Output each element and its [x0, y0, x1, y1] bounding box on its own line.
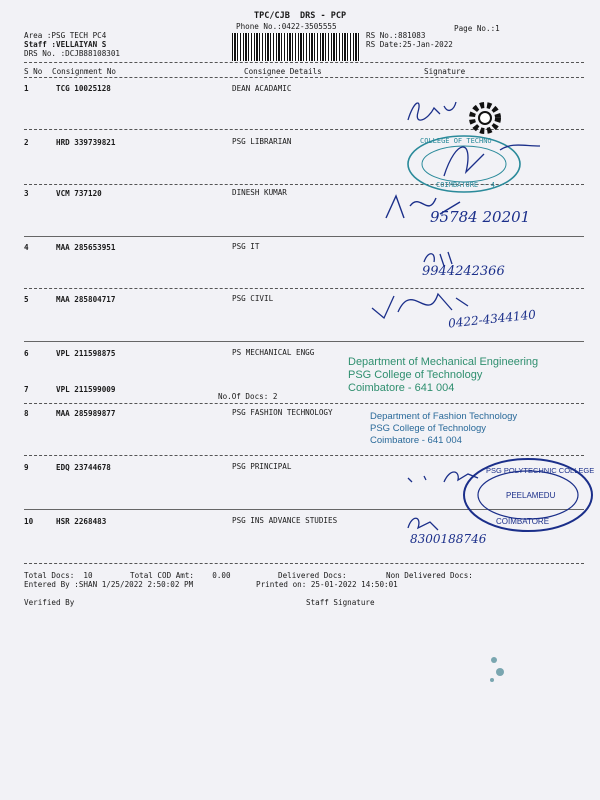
table-end-divider [24, 563, 584, 564]
row-consignment: EDQ 23744678 [56, 463, 111, 472]
staff-signature: Staff Signature [306, 598, 375, 607]
fashion-stamp-line1: Department of Fashion Technology [370, 411, 518, 422]
barcode [232, 33, 360, 61]
handwritten-phone-row3: 95784 20201 [430, 208, 531, 226]
verified-by: Verified By [24, 598, 75, 607]
row-sno: 3 [24, 189, 29, 198]
rs-date: RS Date:25-Jan-2022 [366, 40, 453, 49]
non-delivered-docs: Non Delivered Docs: [386, 571, 473, 580]
fashion-stamp-line2: PSG College of Technology [370, 423, 487, 434]
total-cod: Total COD Amt: 0.00 [130, 571, 231, 580]
row-sno: 8 [24, 409, 29, 418]
row-sno: 4 [24, 243, 29, 252]
row-sno: 2 [24, 138, 29, 147]
row-consignee: PSG INS ADVANCE STUDIES [232, 516, 338, 525]
row-consignment: MAA 285653951 [56, 243, 116, 252]
header-divider [24, 62, 584, 63]
col-sno: S No [24, 67, 43, 76]
row-divider [24, 403, 584, 404]
row-consignment: HRD 339739821 [56, 138, 116, 147]
row-sno: 7 [24, 385, 29, 394]
row-consignee: PSG PRINCIPAL [232, 462, 292, 471]
total-docs: Total Docs: 10 [24, 571, 93, 580]
fashion-stamp-line3: Coimbatore - 641 004 [370, 435, 462, 446]
row-consignee: PSG CIVIL [232, 294, 274, 303]
col-signature: Signature [424, 67, 466, 76]
row-consignment: MAA 285804717 [56, 295, 116, 304]
area: Area :PSG TECH PC4 [24, 31, 107, 40]
row-sno: 5 [24, 295, 29, 304]
row-consignment: HSR 2268483 [56, 517, 107, 526]
col-consignment: Consignment No [52, 67, 117, 76]
page-number: Page No.:1 [454, 24, 500, 33]
col-consignee: Consignee Details [244, 67, 322, 76]
row-consignee: PSG FASHION TECHNOLOGY [232, 408, 333, 417]
drs-number: DRS No. :DCJB88108301 [24, 49, 121, 58]
mech-stamp-line3: Coimbatore - 641 004 [348, 382, 455, 394]
row-consignee: DEAN ACADAMIC [232, 84, 292, 93]
row-consignment: MAA 285989877 [56, 409, 116, 418]
handwritten-phone-row4: 9944242366 [422, 264, 505, 279]
row-consignment: VPL 211599009 [56, 385, 116, 394]
row-divider [24, 236, 584, 237]
ink-smudge [482, 650, 512, 690]
signature-row9 [404, 464, 494, 488]
row-consignment: VCM 737120 [56, 189, 102, 198]
row-consignment: TCG 10025128 [56, 84, 111, 93]
row-consignee: No.Of Docs: 2 [218, 392, 278, 401]
row-consignee: PSG IT [232, 242, 260, 251]
entered-by: Entered By :SHAN 1/25/2022 2:50:02 PM [24, 580, 194, 589]
row-sno: 9 [24, 463, 29, 472]
row-consignment: VPL 211598875 [56, 349, 116, 358]
row-sno: 1 [24, 84, 29, 93]
mech-stamp-line2: PSG College of Technology [348, 369, 483, 381]
row-sno: 10 [24, 517, 34, 526]
poly-seal-top-text: PSG POLYTECHNIC COLLEGE [486, 466, 595, 475]
printed-on: Printed on: 25-01-2022 14:50:01 [256, 580, 398, 589]
rs-number: RS No.:881083 [366, 31, 426, 40]
handwritten-phone-row10: 8300188746 [410, 532, 487, 546]
row-consignee: PSG LIBRARIAN [232, 137, 292, 146]
phone-number: Phone No.:0422-3505555 [236, 22, 337, 31]
row-consignee: PS MECHANICAL ENGG [232, 348, 315, 357]
delivered-docs: Delivered Docs: [278, 571, 347, 580]
library-seal-top-text: COLLEGE OF TECHNO [420, 137, 492, 145]
staff: Staff :VELLAIYAN S [24, 40, 107, 49]
row-sno: 6 [24, 349, 29, 358]
row-divider [24, 341, 584, 342]
handwritten-phone-row5: 0422-4344140 [447, 307, 537, 331]
poly-seal-bottom-text: COIMBATORE [496, 517, 550, 526]
library-seal-bottom-text: COIMBATORE - 4 [436, 181, 496, 189]
row-consignee: DINESH KUMAR [232, 188, 287, 197]
columns-divider [24, 77, 584, 78]
document-title: TPC/CJB DRS - PCP [254, 11, 347, 21]
row-divider [24, 288, 584, 289]
poly-seal-middle-text: PEELAMEDU [506, 491, 556, 500]
mech-stamp-line1: Department of Mechanical Engineering [348, 356, 539, 368]
